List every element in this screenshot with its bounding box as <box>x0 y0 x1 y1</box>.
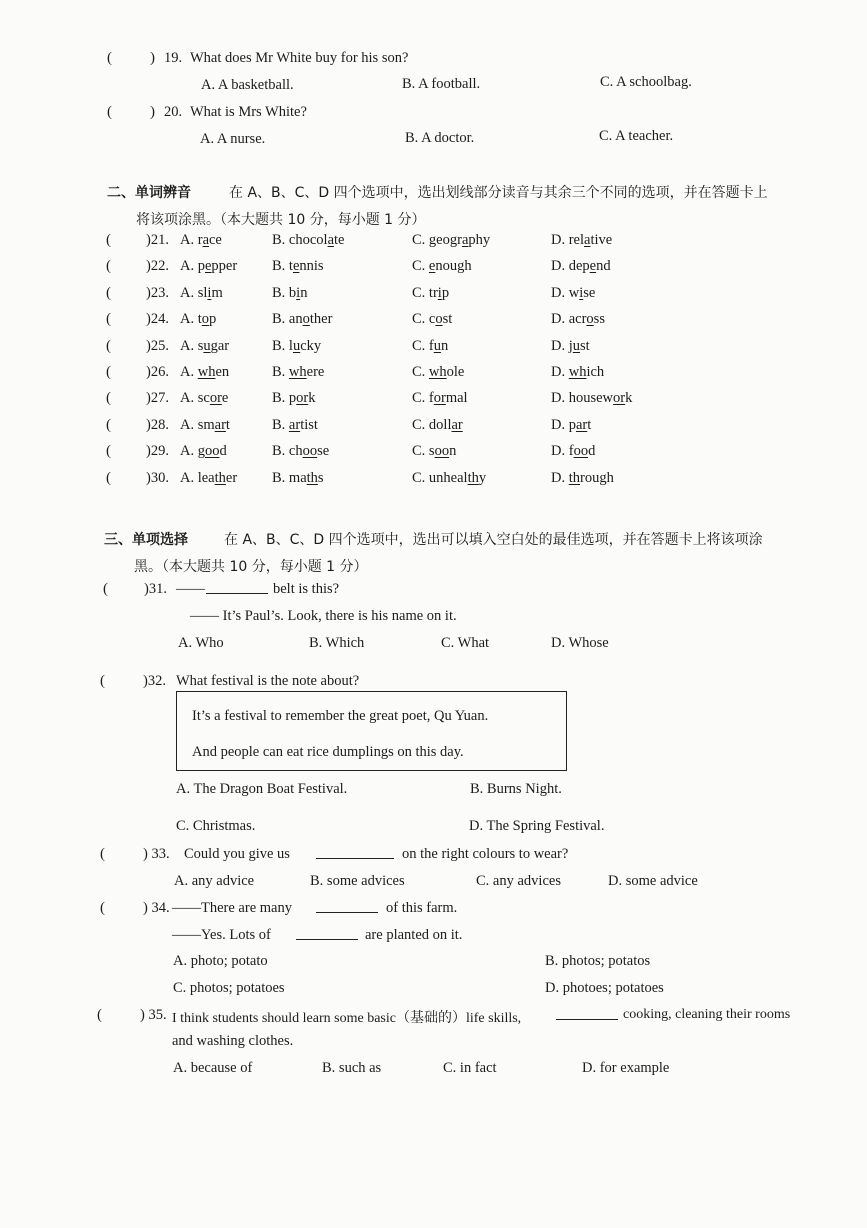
answer-blank[interactable] <box>556 1007 618 1025</box>
word-part: D. j <box>551 337 573 354</box>
word-part: k <box>308 390 316 407</box>
option-a[interactable] <box>180 443 227 460</box>
option-c[interactable] <box>412 311 452 328</box>
word-part: C. f <box>412 337 434 354</box>
word-part: B. an <box>272 311 303 328</box>
option-b[interactable] <box>272 417 318 434</box>
answer-paren-open[interactable]: ( <box>106 469 111 486</box>
option-d[interactable] <box>551 417 591 434</box>
question-number: )27. <box>146 390 169 407</box>
underlined-letters: or <box>613 390 626 407</box>
section-instruction: 在 A、B、C、D 四个选项中，选出划线部分读音与其余三个不同的选项，并在答题卡上 <box>229 185 768 201</box>
underlined-letters: th <box>306 469 318 486</box>
word-part: C. unheal <box>412 469 468 486</box>
underlined-letters: th <box>467 469 479 486</box>
answer-blank[interactable] <box>316 900 378 918</box>
section-title: 三、单项选择 <box>104 532 188 548</box>
underlined-letters: e <box>428 258 436 275</box>
word-part: k <box>625 390 633 407</box>
word-part: mal <box>445 390 468 407</box>
word-part: ich <box>586 364 605 380</box>
answer-paren-open[interactable]: ( <box>106 311 111 328</box>
question-number: 20. <box>164 104 183 120</box>
option-a[interactable] <box>180 285 223 302</box>
option-a[interactable]: A. A basketball. <box>201 77 294 93</box>
note-line: And people can eat rice dumplings on this day. <box>192 744 464 760</box>
option-c[interactable] <box>412 417 463 434</box>
option-c[interactable]: C. Christmas. <box>176 818 256 834</box>
option-c[interactable] <box>412 390 468 407</box>
underlined-letters: ar <box>451 416 463 433</box>
question-text: belt is this? <box>273 581 340 597</box>
underlined-letters: e <box>292 258 300 275</box>
option-a[interactable] <box>180 232 222 249</box>
underlined-letters: i <box>207 284 212 301</box>
question-number: ) 35. <box>140 1007 167 1023</box>
answer-paren-open[interactable]: ( <box>107 50 112 66</box>
answer-paren-open[interactable]: ( <box>100 673 105 689</box>
question-number: )24. <box>146 311 169 328</box>
underlined-letters: wh <box>568 364 587 380</box>
option-c[interactable]: C. What <box>441 635 490 651</box>
option-a[interactable]: A. because of <box>173 1060 253 1076</box>
option-d[interactable] <box>551 470 614 487</box>
underlined-letters: ar <box>575 416 588 433</box>
question-text: What does Mr White buy for his son? <box>190 50 409 66</box>
option-b[interactable] <box>272 232 344 249</box>
option-d[interactable] <box>551 232 612 249</box>
word-part: ce <box>209 232 222 248</box>
word-part: p <box>209 311 217 328</box>
answer-paren-open[interactable]: ( <box>107 104 112 120</box>
option-c[interactable] <box>412 258 472 275</box>
word-part: rough <box>580 469 614 486</box>
word-part: C. geogr <box>412 232 462 248</box>
underlined-letters: o <box>201 311 209 328</box>
option-c[interactable]: C. photos; potatoes <box>173 980 285 996</box>
option-c[interactable] <box>412 443 456 460</box>
option-c[interactable]: C. A teacher. <box>599 128 674 144</box>
answer-paren-open[interactable]: ( <box>106 284 111 301</box>
word-part: D. w <box>551 284 580 301</box>
word-part: B. <box>272 364 289 380</box>
word-part: B. ch <box>272 443 303 460</box>
word-part: A. r <box>180 232 203 248</box>
question-number: 19. <box>164 50 183 66</box>
word-part: p <box>441 284 450 301</box>
word-part: n <box>441 337 449 354</box>
underlined-letters: a <box>202 232 209 248</box>
answer-blank[interactable] <box>206 581 268 599</box>
underlined-letters: u <box>203 337 211 354</box>
word-part: d <box>588 443 596 460</box>
question-number: ) 34. <box>143 900 170 916</box>
answer-paren-open[interactable]: ( <box>100 900 105 916</box>
option-a[interactable]: A. Who <box>178 635 224 651</box>
underlined-letters: a <box>584 232 591 248</box>
answer-paren-open[interactable]: ( <box>106 443 111 460</box>
underlined-letters: or <box>296 390 309 407</box>
word-part: A. sl <box>180 284 208 301</box>
word-part: nd <box>596 258 611 275</box>
word-part: n <box>300 284 308 301</box>
option-d[interactable] <box>551 443 595 460</box>
question-number: )26. <box>146 364 169 380</box>
word-part: B. p <box>272 390 297 407</box>
word-part: A. s <box>180 337 204 354</box>
option-c[interactable]: C. A schoolbag. <box>600 74 692 90</box>
underlined-letters: e <box>204 258 212 275</box>
option-d[interactable]: D. for example <box>582 1060 670 1076</box>
option-c[interactable] <box>412 232 490 249</box>
underlined-letters: o <box>435 311 443 328</box>
option-b[interactable]: B. photos; potatos <box>545 953 651 969</box>
underlined-letters: u <box>433 337 441 354</box>
word-part: B. b <box>272 284 297 301</box>
underlined-letters: wh <box>197 364 216 380</box>
note-box <box>176 691 567 771</box>
question-text: cooking, cleaning their rooms <box>623 1007 791 1022</box>
option-b[interactable]: B. Burns Night. <box>470 781 562 797</box>
answer-paren-open[interactable]: ( <box>106 364 111 380</box>
option-b[interactable]: B. such as <box>322 1060 382 1076</box>
underlined-letters: o <box>586 311 594 328</box>
option-b[interactable]: B. Which <box>309 635 365 651</box>
word-part: tive <box>590 232 613 248</box>
underlined-letters: th <box>214 469 226 486</box>
question-dash: —— <box>176 581 205 597</box>
option-c[interactable] <box>412 285 449 302</box>
option-a[interactable] <box>180 364 229 381</box>
question-number: )23. <box>146 284 169 301</box>
word-part: phy <box>468 232 491 248</box>
word-part: D. rel <box>551 232 585 248</box>
option-a[interactable] <box>180 258 237 275</box>
word-part: B. l <box>272 337 293 354</box>
word-part: s <box>317 469 324 486</box>
underlined-letters: wh <box>428 364 447 380</box>
word-part: A. sm <box>180 416 215 433</box>
word-part: D. p <box>551 416 576 433</box>
answer-paren-close: ) <box>150 50 155 66</box>
question-number: )28. <box>146 416 169 433</box>
word-part: A. g <box>180 443 205 460</box>
word-part: t <box>587 416 592 433</box>
option-c[interactable]: C. any advices <box>476 873 561 889</box>
word-part: C. doll <box>412 416 452 433</box>
word-part: y <box>478 469 487 486</box>
word-part: B. chocol <box>272 232 328 248</box>
section-instruction: 黑。（本大题共 10 分，每小题 1 分） <box>134 559 368 575</box>
word-part: st <box>442 311 453 328</box>
option-b[interactable] <box>272 390 316 407</box>
underlined-letters: i <box>296 284 301 301</box>
answer-paren-open[interactable]: ( <box>100 846 105 862</box>
note-line: It’s a festival to remember the great poet, Qu Yuan. <box>192 708 489 724</box>
underlined-letters: th <box>568 469 581 486</box>
question-text: What festival is the note about? <box>176 673 360 689</box>
word-part: te <box>334 232 345 248</box>
option-d[interactable] <box>551 258 611 275</box>
option-a[interactable]: A. The Dragon Boat Festival. <box>176 781 348 797</box>
word-part: gar <box>210 337 230 354</box>
section-instruction: 将该项涂黑。（本大题共 10 分，每小题 1 分） <box>136 212 426 228</box>
word-part: ole <box>446 364 465 380</box>
option-b[interactable] <box>272 338 321 355</box>
underlined-letters: a <box>327 232 335 248</box>
underlined-letters: or <box>433 390 446 407</box>
underlined-letters: a <box>461 232 469 248</box>
option-d[interactable] <box>551 311 605 328</box>
word-part: C. <box>412 258 429 275</box>
option-c[interactable]: C. in fact <box>443 1060 497 1076</box>
word-part: A. <box>180 364 198 380</box>
option-d[interactable]: D. The Spring Festival. <box>469 818 605 834</box>
question-reply: ——Yes. Lots of <box>172 927 271 943</box>
question-text: ——There are many <box>172 900 292 916</box>
option-b[interactable]: B. A football. <box>402 76 481 92</box>
option-d[interactable] <box>551 390 632 407</box>
word-part: ere <box>306 364 325 380</box>
word-part: D. acr <box>551 311 587 328</box>
underlined-letters: o <box>302 311 310 328</box>
option-a[interactable]: A. any advice <box>174 873 255 889</box>
option-a[interactable] <box>180 417 230 434</box>
word-part: se <box>317 443 330 460</box>
word-part: C. f <box>412 390 434 407</box>
question-number: ) 33. <box>143 846 170 862</box>
word-part: A. lea <box>180 469 215 486</box>
option-d[interactable] <box>551 338 590 355</box>
underlined-letters: i <box>437 284 442 301</box>
word-part: t <box>225 416 230 433</box>
underlined-letters: u <box>292 337 301 354</box>
option-c[interactable] <box>412 364 464 381</box>
word-part: C. <box>412 364 429 380</box>
option-b[interactable]: B. some advices <box>310 873 405 889</box>
answer-blank[interactable] <box>296 927 358 945</box>
word-part: D. <box>551 364 569 380</box>
word-part: C. tr <box>412 284 438 301</box>
word-part: D. f <box>551 443 574 460</box>
option-b[interactable] <box>272 364 324 381</box>
question-reply: —— It’s Paul’s. Look, there is his name on it. <box>190 608 457 624</box>
underlined-letters: oo <box>434 443 450 460</box>
word-part: B. <box>272 416 289 433</box>
word-part: er <box>225 469 238 486</box>
underlined-letters: u <box>572 337 580 354</box>
underlined-letters: ar <box>288 416 301 433</box>
section-instruction: 在 A、B、C、D 四个选项中，选出可以填入空白处的最佳选项，并在答题卡上将该项涂 <box>224 532 763 548</box>
option-a[interactable] <box>180 390 228 407</box>
word-part: se <box>583 284 596 301</box>
word-part: B. ma <box>272 469 307 486</box>
word-part: D. <box>551 469 569 486</box>
word-part: ther <box>309 311 333 328</box>
underlined-letters: oo <box>573 443 589 460</box>
word-part: e <box>221 390 229 407</box>
underlined-letters: wh <box>288 364 307 380</box>
answer-paren-open[interactable]: ( <box>103 581 108 597</box>
word-part: m <box>211 284 223 301</box>
question-text: Could you give us <box>184 846 290 862</box>
option-d[interactable]: D. Whose <box>551 635 609 651</box>
option-a[interactable] <box>180 470 237 487</box>
option-b[interactable] <box>272 470 324 487</box>
option-a[interactable] <box>180 338 229 355</box>
answer-paren-open[interactable]: ( <box>97 1007 102 1023</box>
word-part: n <box>449 443 457 460</box>
option-c[interactable] <box>412 470 486 487</box>
answer-paren-open[interactable]: ( <box>106 232 111 248</box>
option-b[interactable] <box>272 285 307 302</box>
question-text: of this farm. <box>386 900 458 916</box>
word-part: cky <box>300 337 322 354</box>
section-title: 二、单词辨音 <box>107 185 191 201</box>
word-part: D. housew <box>551 390 614 407</box>
option-b[interactable]: B. A doctor. <box>405 130 475 146</box>
question-number: )21. <box>146 232 169 248</box>
question-number: )30. <box>146 469 169 486</box>
option-c[interactable] <box>412 338 448 355</box>
answer-paren-open[interactable]: ( <box>106 258 111 275</box>
word-part: ss <box>593 311 605 328</box>
question-text: and washing clothes. <box>172 1033 294 1049</box>
underlined-letters: or <box>209 390 222 407</box>
question-number: )32. <box>143 673 166 689</box>
option-b[interactable] <box>272 311 332 328</box>
option-d[interactable]: D. photoes; potatoes <box>545 980 664 996</box>
underlined-letters: ar <box>214 416 226 433</box>
answer-blank[interactable] <box>316 846 394 864</box>
word-part: A. t <box>180 311 202 328</box>
underlined-letters: i <box>579 284 584 301</box>
question-number: )25. <box>146 337 169 354</box>
option-d[interactable]: D. some advice <box>608 873 698 889</box>
word-part: pper <box>211 258 238 275</box>
option-a[interactable] <box>180 311 216 328</box>
answer-paren-close: ) <box>150 104 155 120</box>
question-text: on the right colours to wear? <box>402 846 569 862</box>
option-d[interactable] <box>551 364 604 381</box>
option-a[interactable]: A. photo; potato <box>173 953 268 969</box>
word-part: A. sc <box>180 390 210 407</box>
option-a[interactable]: A. A nurse. <box>200 131 266 147</box>
underlined-letters: oo <box>204 443 220 460</box>
question-number: )22. <box>146 258 169 275</box>
question-number: )31. <box>144 581 167 597</box>
question-text: What is Mrs White? <box>190 104 307 120</box>
answer-paren-open[interactable]: ( <box>106 416 111 433</box>
option-b[interactable] <box>272 258 324 275</box>
word-part: B. t <box>272 258 293 275</box>
option-d[interactable] <box>551 285 595 302</box>
word-part: st <box>580 337 590 354</box>
answer-paren-open[interactable]: ( <box>106 390 111 407</box>
word-part: C. s <box>412 443 435 460</box>
option-b[interactable] <box>272 443 329 460</box>
underlined-letters: oo <box>302 443 318 460</box>
question-number: )29. <box>146 443 169 460</box>
word-part: nnis <box>299 258 324 275</box>
word-part: C. c <box>412 311 436 328</box>
word-part: en <box>215 364 230 380</box>
word-part: D. dep <box>551 258 590 275</box>
word-part: nough <box>435 258 472 275</box>
word-part: d <box>219 443 227 460</box>
underlined-letters: e <box>589 258 597 275</box>
word-part: A. p <box>180 258 205 275</box>
word-part: tist <box>300 416 318 433</box>
question-reply: are planted on it. <box>365 927 463 943</box>
answer-paren-open[interactable]: ( <box>106 337 111 354</box>
question-text: I think students should learn some basic（基础的）life skills, <box>172 1011 522 1026</box>
